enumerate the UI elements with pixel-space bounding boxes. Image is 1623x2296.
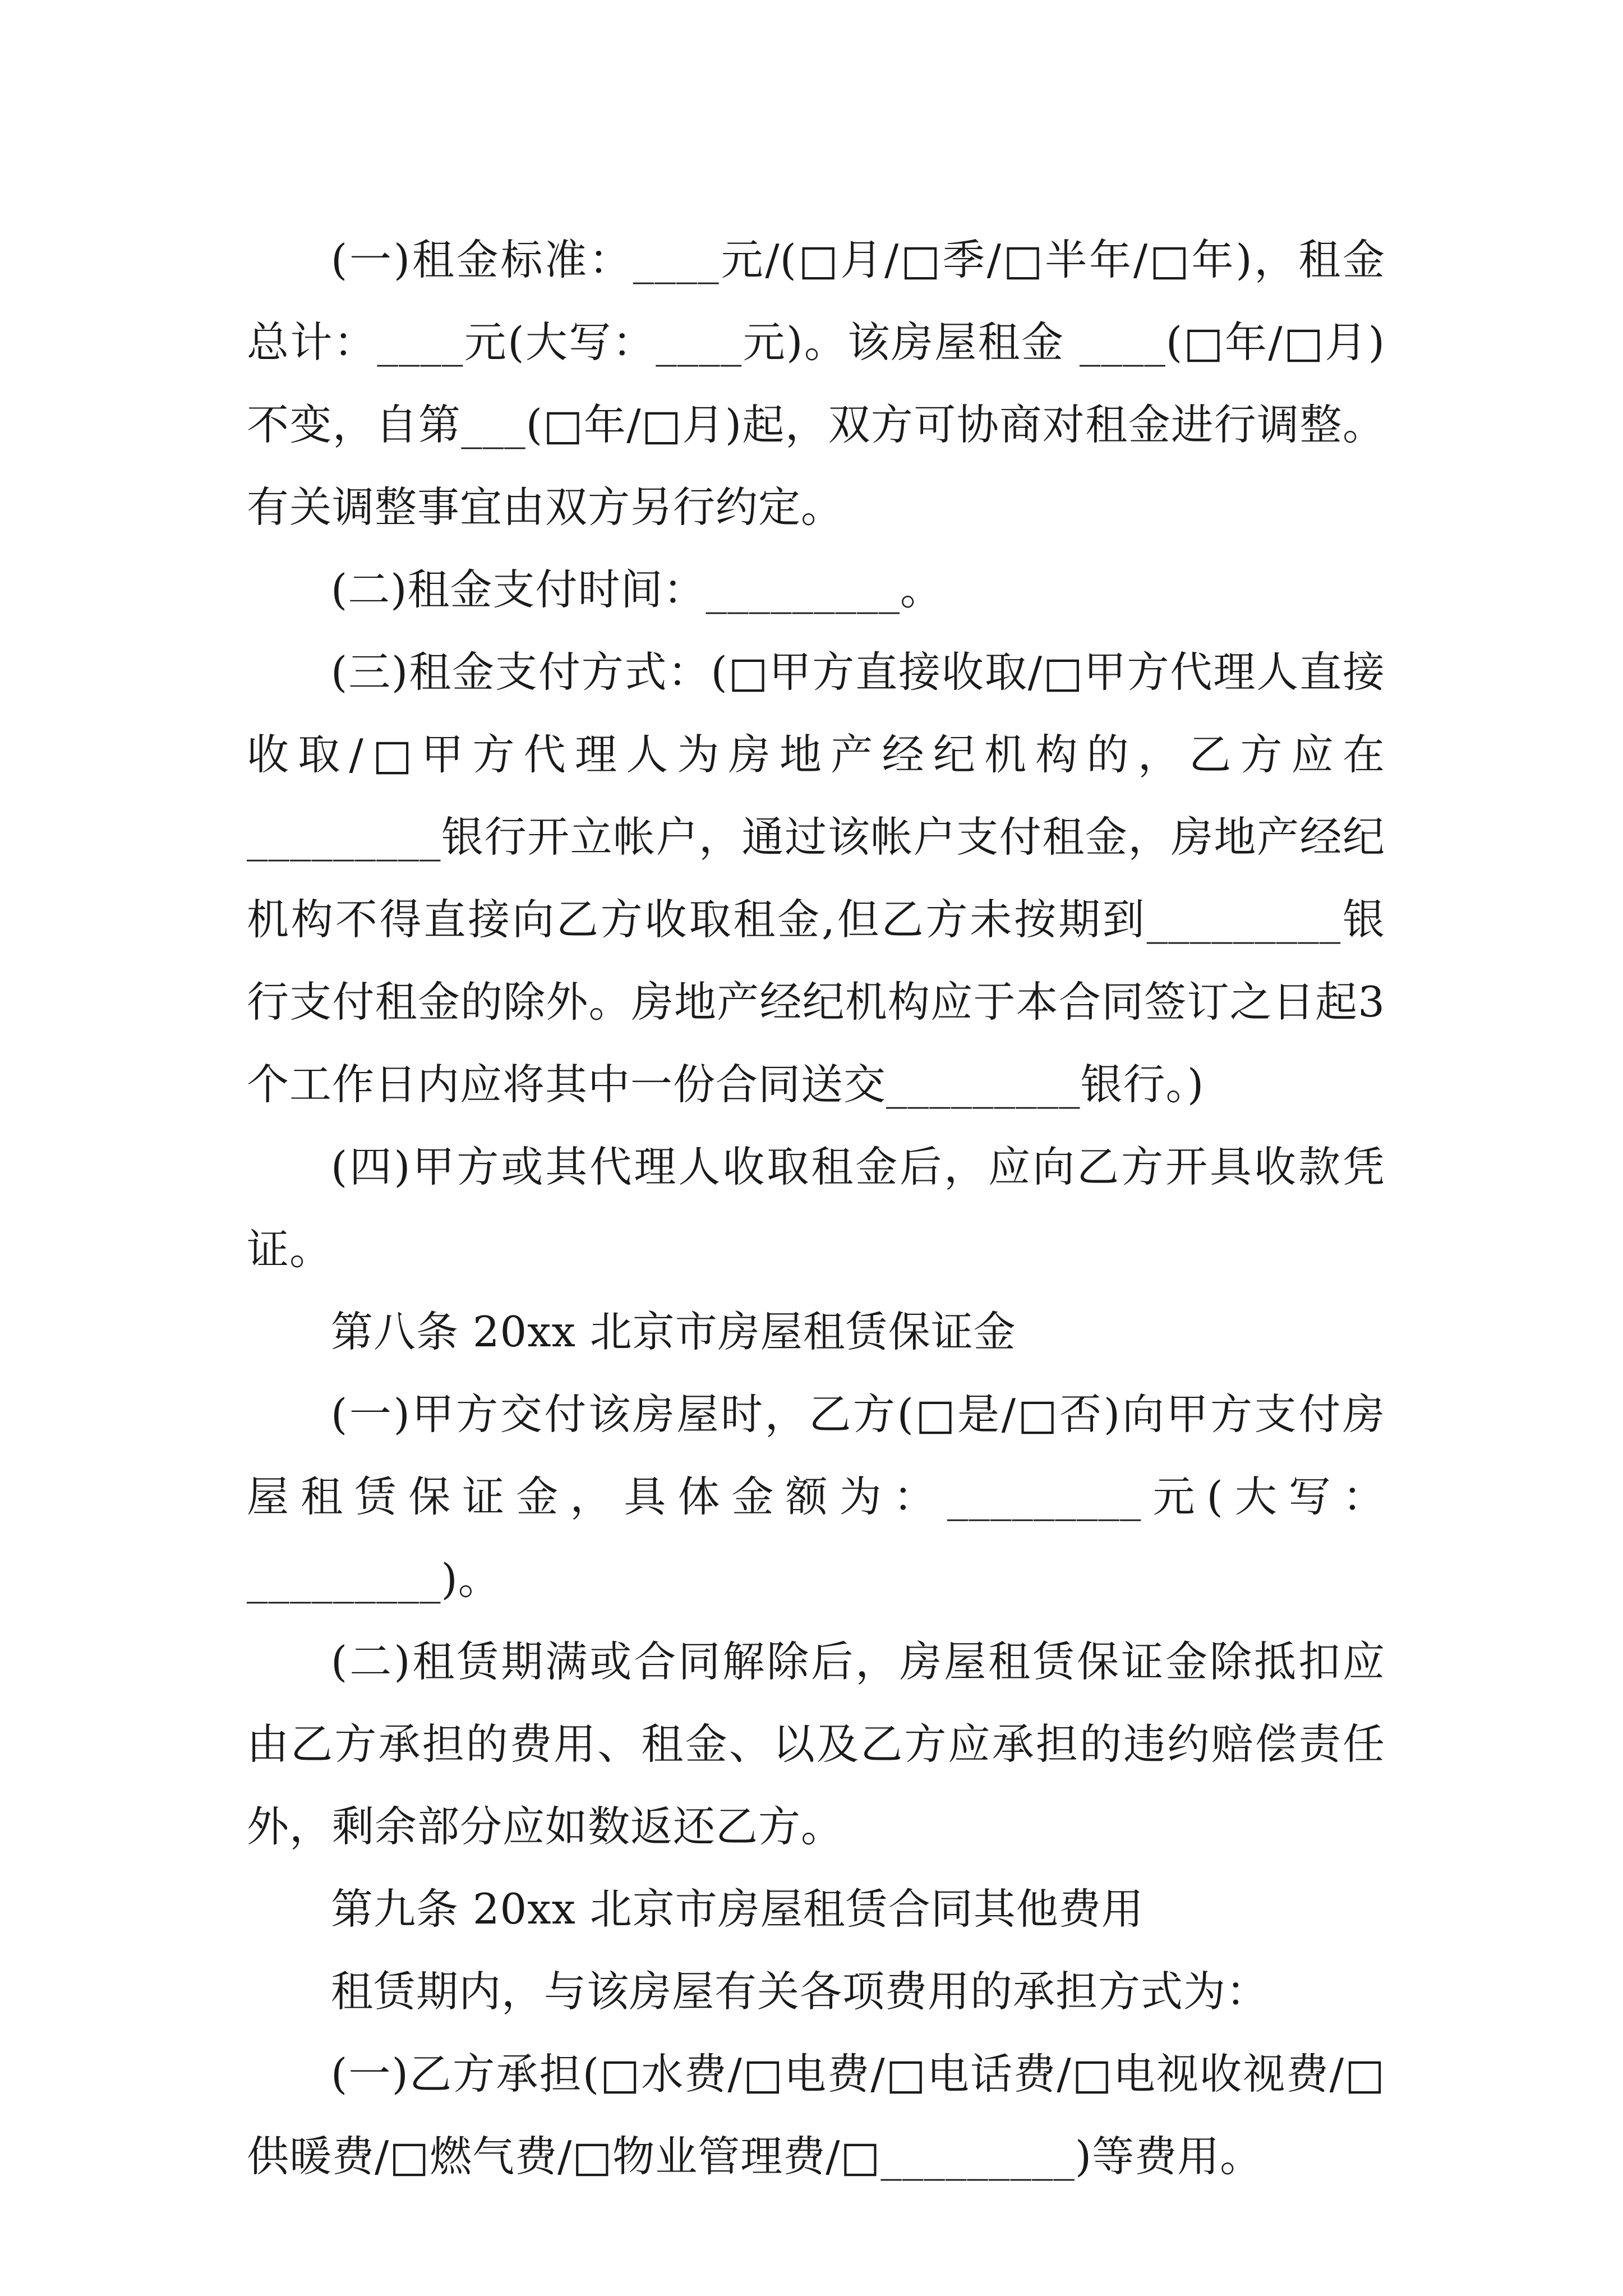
- document-body: [247, 219, 1385, 2198]
- clause-rent-receipt: (四)甲方或其代理人收取租金后，应向乙方开具收款凭证。: [247, 1142, 1385, 1274]
- clause-rent-payment-time: (二)租金支付时间：_________。: [331, 565, 943, 614]
- clause-deposit-amount: (一)甲方交付该房屋时，乙方(□是/□否)向甲方支付房屋租赁保证金，具体金额为：_________元(大写：_________)。: [247, 1389, 1385, 1604]
- article-9-heading: 第九条 20xx 北京市房屋租赁合同其他费用: [331, 1884, 1144, 1934]
- clause-deposit-return: (二)租赁期满或合同解除后，房屋租赁保证金除抵扣应由乙方承担的费用、租金、以及乙方应承担的违约赔偿责任外，剩余部分应如数返还乙方。: [247, 1637, 1385, 1851]
- clause-rent-payment-method: (三)租金支付方式：(□甲方直接收取/□甲方代理人直接收取/□甲方代理人为房地产经纪机构的，乙方应在_________银行开立帐户，通过该帐户支付租金，房地产经纪机构不得直接向乙方收取租金,但乙方未按期到_________银行支付租金的除外。房地产经纪机构应于本合同签订之日起3个工作日内应将其中一份合同送交_________银行。): [247, 647, 1385, 1109]
- clause-fees-intro: 租赁期内，与该房屋有关各项费用的承担方式为：: [331, 1967, 1269, 2016]
- clause-rent-standard: (一)租金标准：____元/(□月/□季/□半年/□年)，租金总计：____元(大写：____元)。该房屋租金 ____(□年/□月)不变，自第___(□年/□月)起，双方可协商对租金进行调整。有关调整事宜由双方另行约定。: [247, 235, 1385, 532]
- article-8-heading: 第八条 20xx 北京市房屋租赁保证金: [331, 1307, 1016, 1356]
- clause-tenant-fees: (一)乙方承担(□水费/□电费/□电话费/□电视收视费/□供暖费/□燃气费/□物业管理费/□_________)等费用。: [247, 2049, 1385, 2181]
